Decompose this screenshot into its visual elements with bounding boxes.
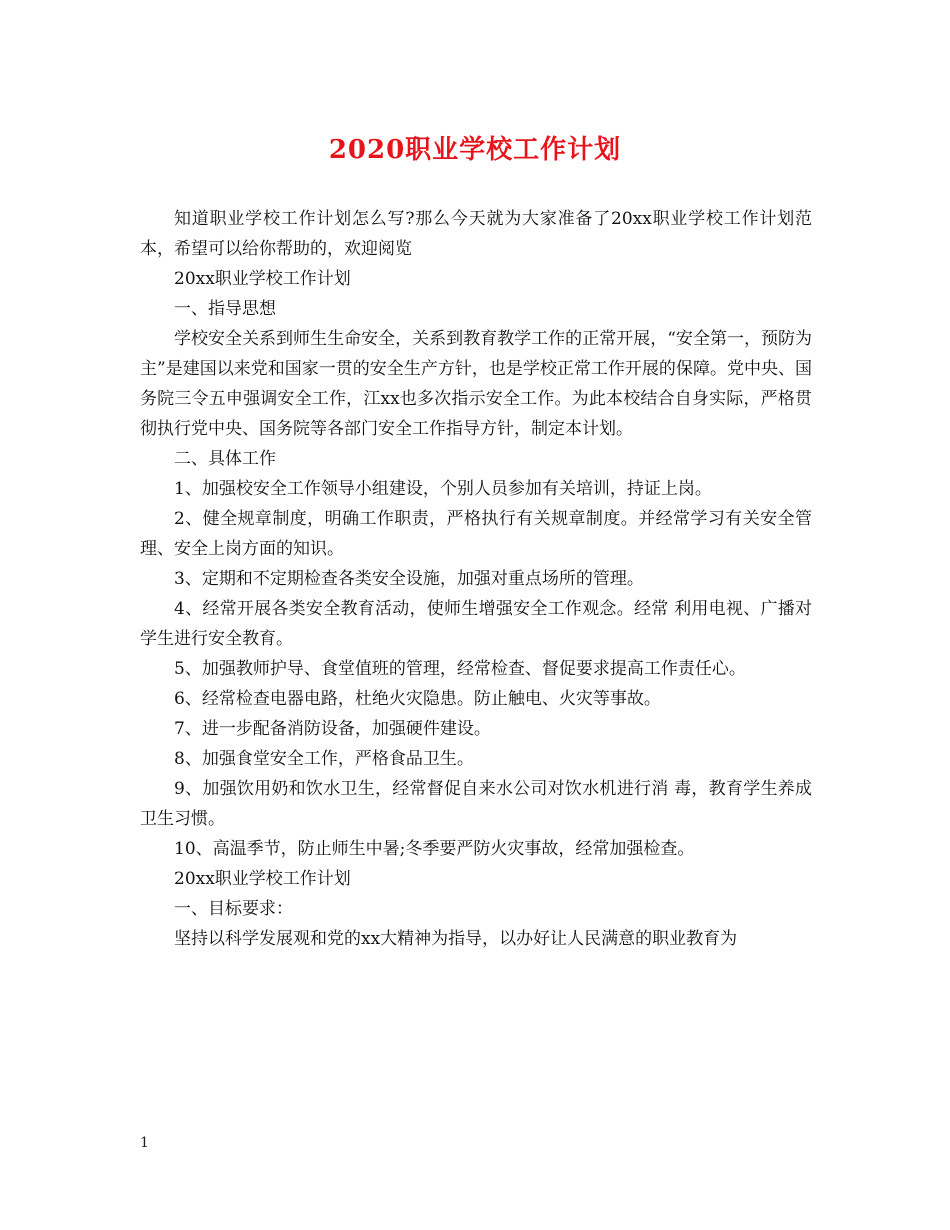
- list-item: 3、定期和不定期检查各类安全设施，加强对重点场所的管理。: [174, 569, 644, 589]
- section-heading: 二、具体工作: [174, 449, 276, 469]
- paragraph: 坚持以科学发展观和党的xx大精神为指导，以办好让人民满意的职业教育为: [174, 929, 738, 949]
- section-heading: 一、指导思想: [174, 299, 276, 319]
- list-item: 4、经常开展各类安全教育活动，使师生增强安全工作观念。经常 利用电视、广播对学生进行安全教育。: [140, 599, 812, 649]
- section-heading: 一、目标要求：: [174, 899, 293, 919]
- list-item: 2、健全规章制度，明确工作职责，严格执行有关规章制度。并经常学习有关安全管理、安全上岗方面的知识。: [140, 509, 812, 559]
- list-item: 9、加强饮用奶和饮水卫生，经常督促自来水公司对饮水机进行消 毒，教育学生养成卫生习惯。: [140, 779, 812, 829]
- page-number: 1: [140, 1135, 149, 1151]
- list-item: 5、加强教师护导、食堂值班的管理，经常检查、督促要求提高工作责任心。: [174, 659, 746, 679]
- paragraph: 学校安全关系到师生生命安全，关系到教育教学工作的正常开展，“安全第一，预防为主”是建国以来党和国家一贯的安全生产方针，也是学校正常工作开展的保障。党中央、国务院三令五申强调安全工作，江xx也多次指示安全工作。为此本校结合自身实际，严格贯彻执行党中央、国务院等各部门安全工作指导方针，制定本计划。: [140, 329, 812, 439]
- paragraph: 知道职业学校工作计划怎么写?那么今天就为大家准备了20xx职业学校工作计划范本，希望可以给你帮助的，欢迎阅览: [140, 209, 812, 259]
- list-item: 1、加强校安全工作领导小组建设，个别人员参加有关培训，持证上岗。: [174, 479, 712, 499]
- document-body: [140, 204, 812, 954]
- list-item: 10、高温季节，防止师生中暑;冬季要严防火灾事故，经常加强检查。: [174, 839, 695, 859]
- document-title: 2020职业学校工作计划: [328, 135, 622, 165]
- list-item: 7、进一步配备消防设备，加强硬件建设。: [174, 719, 491, 739]
- paragraph: 20xx职业学校工作计划: [174, 269, 351, 289]
- list-item: 6、经常检查电器电路，杜绝火灾隐患。防止触电、火灾等事故。: [174, 689, 661, 709]
- paragraph: 20xx职业学校工作计划: [174, 869, 351, 889]
- list-item: 8、加强食堂安全工作，严格食品卫生。: [174, 749, 474, 769]
